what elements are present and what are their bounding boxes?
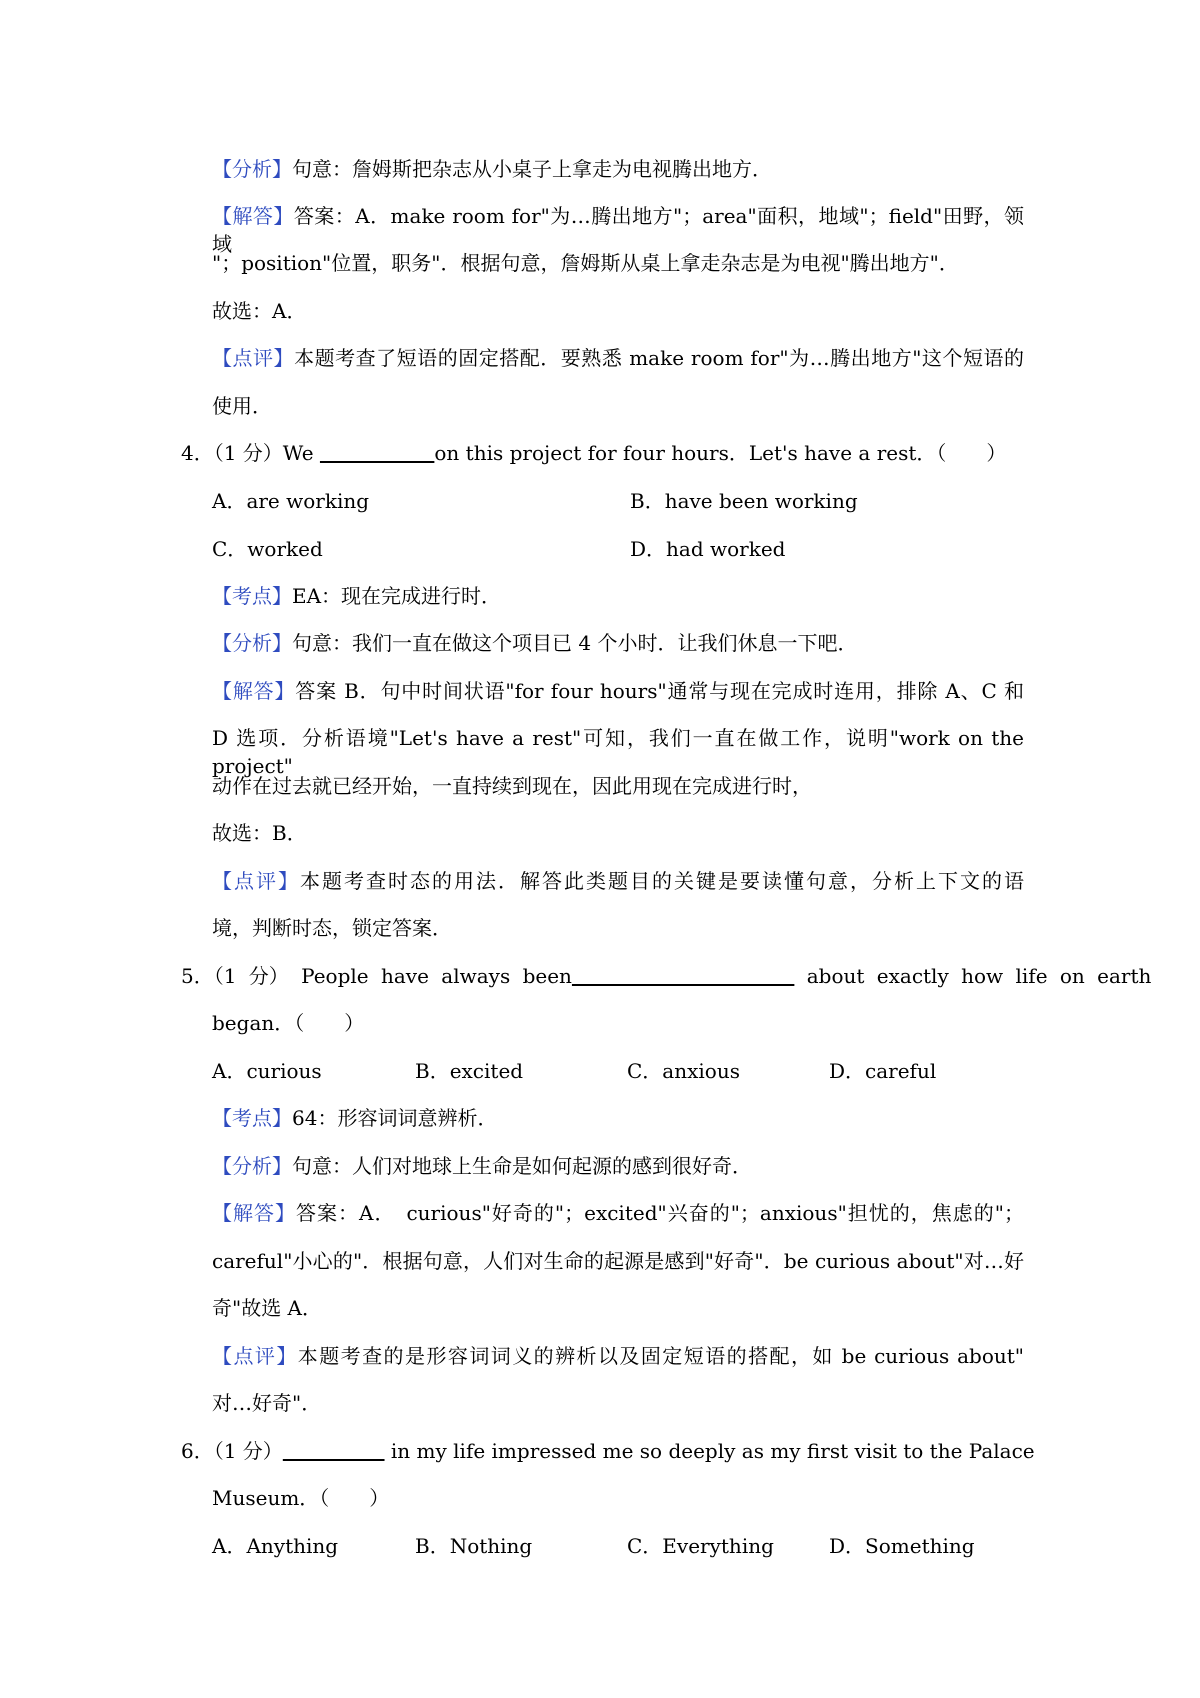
q3-comment-line-1: 【点评】本题考查了短语的固定搭配．要熟悉 make room for"为…腾出地方"这个短语的 (212, 346, 1025, 370)
point-tag: 【考点】 (212, 1106, 292, 1130)
q5-option-b: B．excited (415, 1059, 524, 1083)
q6-option-a: A．Anything (212, 1534, 339, 1558)
q5-option-c: C．anxious (627, 1059, 740, 1083)
answer-blank (572, 964, 794, 988)
q4-answer-line-2: D 选项．分析语境"Let's have a rest"可知，我们一直在做工作，说明"work on the project" (212, 726, 1024, 778)
q5-option-a: A．curious (212, 1059, 322, 1083)
q5-comment-line-1: 【点评】本题考查的是形容词词义的辨析以及固定短语的搭配，如 be curious about" (212, 1344, 1025, 1368)
q4-comment-line-2: 境，判断时态，锁定答案． (212, 916, 452, 940)
q4-answer-line-1: 【解答】答案 B．句中时间状语"for four hours"通常与现在完成时连用，排除 A、C 和 (212, 679, 1024, 703)
answer-tag: 【解答】 (212, 679, 296, 703)
answer-blank (320, 441, 434, 465)
analysis-tag: 【分析】 (212, 1154, 292, 1178)
q3-analysis: 【分析】句意：詹姆斯把杂志从小桌子上拿走为电视腾出地方． (212, 157, 772, 181)
q3-comment-line-2: 使用． (212, 394, 272, 418)
q5-option-d: D．careful (829, 1059, 937, 1083)
analysis-tag: 【分析】 (212, 157, 292, 181)
q4-answer-line-3: 动作在过去就已经开始，一直持续到现在，因此用现在完成进行时， (212, 774, 812, 798)
point-tag: 【考点】 (212, 584, 292, 608)
q3-answer-line-2: "；position"位置，职务"．根据句意，詹姆斯从桌上拿走杂志是为电视"腾出地方"． (212, 251, 959, 275)
q5-point: 【考点】64：形容词词意辨析． (212, 1106, 498, 1130)
q5-answer-line-2: careful"小心的"．根据句意，人们对生命的起源是感到"好奇"．be curious about"对…好 (212, 1249, 1024, 1273)
q5-analysis: 【分析】句意：人们对地球上生命是如何起源的感到很好奇． (212, 1154, 752, 1178)
q5-stem-line-2: began．（ ） (212, 1011, 365, 1035)
q4-option-d: D．had worked (630, 537, 786, 561)
q4-option-a: A．are working (212, 489, 370, 513)
q4-option-b: B．have been working (630, 489, 858, 513)
q4-option-c: C．worked (212, 537, 323, 561)
comment-tag: 【点评】 (212, 869, 300, 893)
q4-analysis: 【分析】句意：我们一直在做这个项目已 4 个小时．让我们休息一下吧． (212, 631, 858, 655)
q4-comment-line-1: 【点评】本题考查时态的用法．解答此类题目的关键是要读懂句意，分析上下文的语 (212, 869, 1024, 893)
answer-tag: 【解答】 (212, 204, 294, 228)
q6-stem: 6．（1 分） in my life impressed me so deeply as my first visit to the Palace (181, 1439, 1035, 1463)
q3-choose: 故选：A． (212, 299, 307, 323)
q6-option-b: B．Nothing (415, 1534, 533, 1558)
answer-blank (283, 1439, 385, 1463)
q5-answer-line-1: 【解答】答案：A． curious"好奇的"；excited"兴奋的"；anxious"担忧的，焦虑的"； (212, 1201, 1024, 1225)
q6-option-c: C．Everything (627, 1534, 774, 1558)
q3-answer-line-1: 【解答】答案：A．make room for"为…腾出地方"；area"面积，地域"；field"田野，领域 (212, 204, 1024, 256)
q5-comment-line-2: 对…好奇"． (212, 1391, 322, 1415)
q6-stem-line-2: Museum．（ ） (212, 1486, 390, 1510)
q4-point: 【考点】EA：现在完成进行时． (212, 584, 502, 608)
comment-tag: 【点评】 (212, 1344, 298, 1368)
q4-stem: 4．（1 分）We on this project for four hours．Let's have a rest．（ ） (181, 441, 1007, 465)
answer-tag: 【解答】 (212, 1201, 297, 1225)
comment-tag: 【点评】 (212, 346, 295, 370)
analysis-tag: 【分析】 (212, 631, 292, 655)
q5-answer-line-3: 奇"故选 A． (212, 1296, 322, 1320)
q5-stem: 5．（1 分） People have always been about exactly how life on earth (181, 964, 1152, 988)
q6-option-d: D．Something (829, 1534, 975, 1558)
q4-choose: 故选：B． (212, 821, 307, 845)
